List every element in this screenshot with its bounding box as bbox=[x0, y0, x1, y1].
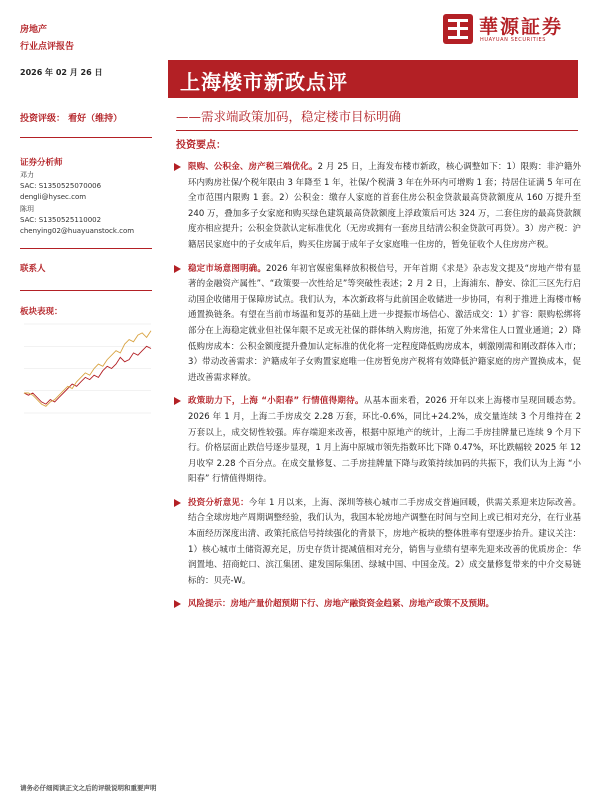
page-subtitle: ——需求端政策加码，稳定楼市目标明确 bbox=[176, 109, 402, 124]
key-point-heading: 限购、公积金、房产税三端优化。 bbox=[188, 162, 318, 172]
key-point-text: 2026 年初官媒密集释放积极信号，开年首期《求是》杂志发文提及“房地产带有显著的金融资产属性”、“政策要一次性给足”等突破性表述；2 月 2 日，上海浦东、静安、徐汇三区先行启动国企收储用于保障房试点。我们认为，本次新政将与此前国企收储进一步协同，有利于推进上海楼市畅通置换链条。有望在当前市场温和复苏的基础上进一步提振市场信心、激活成交：1）扩容：限购松绑将部分在上海稳定就业但社保年限不足或无社保的群体纳入购房池，拓宽了外来常住人口置业通道；2）降低购房成本：公积金额度提升叠加认定标准的优化将一定程度降低购房成本，刺激刚需和刚改群体入市；3）带动改善需求：沪籍成年子女购置家庭唯一住房暂免房产税将有效降低沪籍家庭的房产置换成本，促进改善需求释放。 bbox=[188, 263, 581, 383]
sidebar-divider bbox=[20, 137, 152, 138]
analyst-line: chenying02@huayuanstock.com bbox=[20, 227, 135, 236]
analysts-title: 证券分析师 bbox=[20, 158, 63, 168]
investment-rating: 投资评级： 看好（维持） bbox=[20, 114, 123, 124]
chart-series-line bbox=[24, 346, 151, 404]
key-point-investment bbox=[188, 496, 581, 590]
key-point-text: 今年 1 月以来，上海、深圳等核心城市二手房成交普遍回暖，供需关系迎来边际改善。结合全球房地产周期调整经验，我们认为，我国本轮房地产调整在时间与空间上或已相对充分，在行业基本面经历深度出清、政策托底信号持续强化的背景下，房地产板块的整体胜率有望逐步抬升。建议关注：1）核心城市土储资源充足，历史存货计提减值相对充分，销售与业绩有望率先迎来改善的优质房企：华润置地、招商蛇口、滨江集团、建发国际集团、绿城中国、中国金茂。2）成交量修复带来的中介交易链标的：贝壳-W。 bbox=[188, 497, 581, 586]
analyst-line: 陈玥 bbox=[20, 204, 34, 213]
key-point-text: 从基本面来看，2026 开年以来上海楼市呈现回暖态势。2026 年 1 月，上海二手房成交 2.28 万套，环比-0.6%，同比+24.2%，成交量连续 3 个月维持在 2 万套以上，成交韧性较强。库存端迎来改善，根据中原地产的统计，上海二手房挂牌量已连续 9 个月下行。价格层面止跌信号逐步显现，1 月上海中原城市领先指数环比下降 0.47%，环比跌幅较 2025 年 12 月收窄 2.28 个百分点。在成交量修复、二手房挂牌量下降与政策持续加码的共振下，我们认为上海 “小阳春” 行情值得期待。 bbox=[188, 396, 582, 485]
sidebar-divider bbox=[20, 290, 152, 291]
chart-grid bbox=[24, 324, 151, 413]
brand-name-cn: 華源証券 bbox=[479, 16, 564, 38]
page-footer: 请务必仔细阅读正文之后的评级说明和重要声明 bbox=[20, 784, 157, 792]
risk-warning bbox=[188, 597, 581, 613]
risk-text: 房地产量价超预期下行、房地产融资资金趋紧、房地产政策不及预期。 bbox=[230, 599, 495, 610]
report-category-block bbox=[20, 22, 74, 56]
brand-name-en: HUAYUAN SECURITIES bbox=[480, 37, 547, 43]
key-point-policy bbox=[188, 160, 581, 254]
report-type: 行业点评报告 bbox=[20, 42, 75, 52]
subtitle-divider bbox=[176, 130, 578, 131]
risk-heading: 风险提示： bbox=[188, 599, 231, 610]
brand-seal-icon bbox=[443, 14, 473, 44]
key-point-heading: 政策助力下，上海 “小阳春” 行情值得期待。 bbox=[188, 396, 364, 407]
contact-title: 联系人 bbox=[20, 264, 46, 274]
sidebar-divider bbox=[20, 248, 152, 249]
analyst-line: 邓力 bbox=[20, 171, 34, 179]
report-category: 房地产 bbox=[20, 25, 48, 35]
report-date: 2026 年 02 月 26 日 bbox=[20, 68, 103, 77]
page-title: 上海楼市新政点评 bbox=[180, 70, 348, 94]
key-point-heading: 稳定市场意图明确。 bbox=[188, 263, 267, 274]
key-points-body bbox=[188, 160, 581, 621]
analyst-line: dengli@hysec.com bbox=[20, 193, 87, 202]
key-point-market bbox=[188, 394, 581, 488]
title-banner bbox=[168, 60, 578, 98]
sector-performance-chart bbox=[20, 316, 155, 421]
key-point-heading: 投资分析意见： bbox=[188, 497, 249, 508]
key-point-text: 2 月 25 日，上海发布楼市新政，核心调整如下：1）限购：非沪籍外环内购房社保/个税年限由 3 年降至 1 年，社保/个税满 3 年在外环内可增购 1 套；持居住证满 5 年可在全市范围内限购 1 套。2）公积金：缴存人家庭的首套住房公积金贷款最高贷款额度从 160 万提升至 240 万，叠加多子女家庭和购买绿色建筑最高贷款额度上浮政策后可达 324 万，二套住房的最高贷款额度亦相应提升；公积金贷款认定标准优化（无房或拥有一套房且结清公积金贷款可再贷）。3）房产税：沪籍居民家庭中的子女成年后，购买住房属于成年子女家庭唯一住房的，暂免征收个人住房房产税。 bbox=[188, 162, 581, 250]
analyst-line: SAC: S1350525070006 bbox=[20, 182, 102, 191]
key-points-label: 投资要点： bbox=[176, 140, 226, 151]
analyst-list bbox=[20, 170, 134, 237]
brand-logo bbox=[443, 12, 585, 48]
key-point-intent bbox=[188, 262, 581, 387]
chart-title: 板块表现： bbox=[20, 307, 63, 317]
analyst-line: SAC: S1350525110002 bbox=[20, 215, 102, 224]
